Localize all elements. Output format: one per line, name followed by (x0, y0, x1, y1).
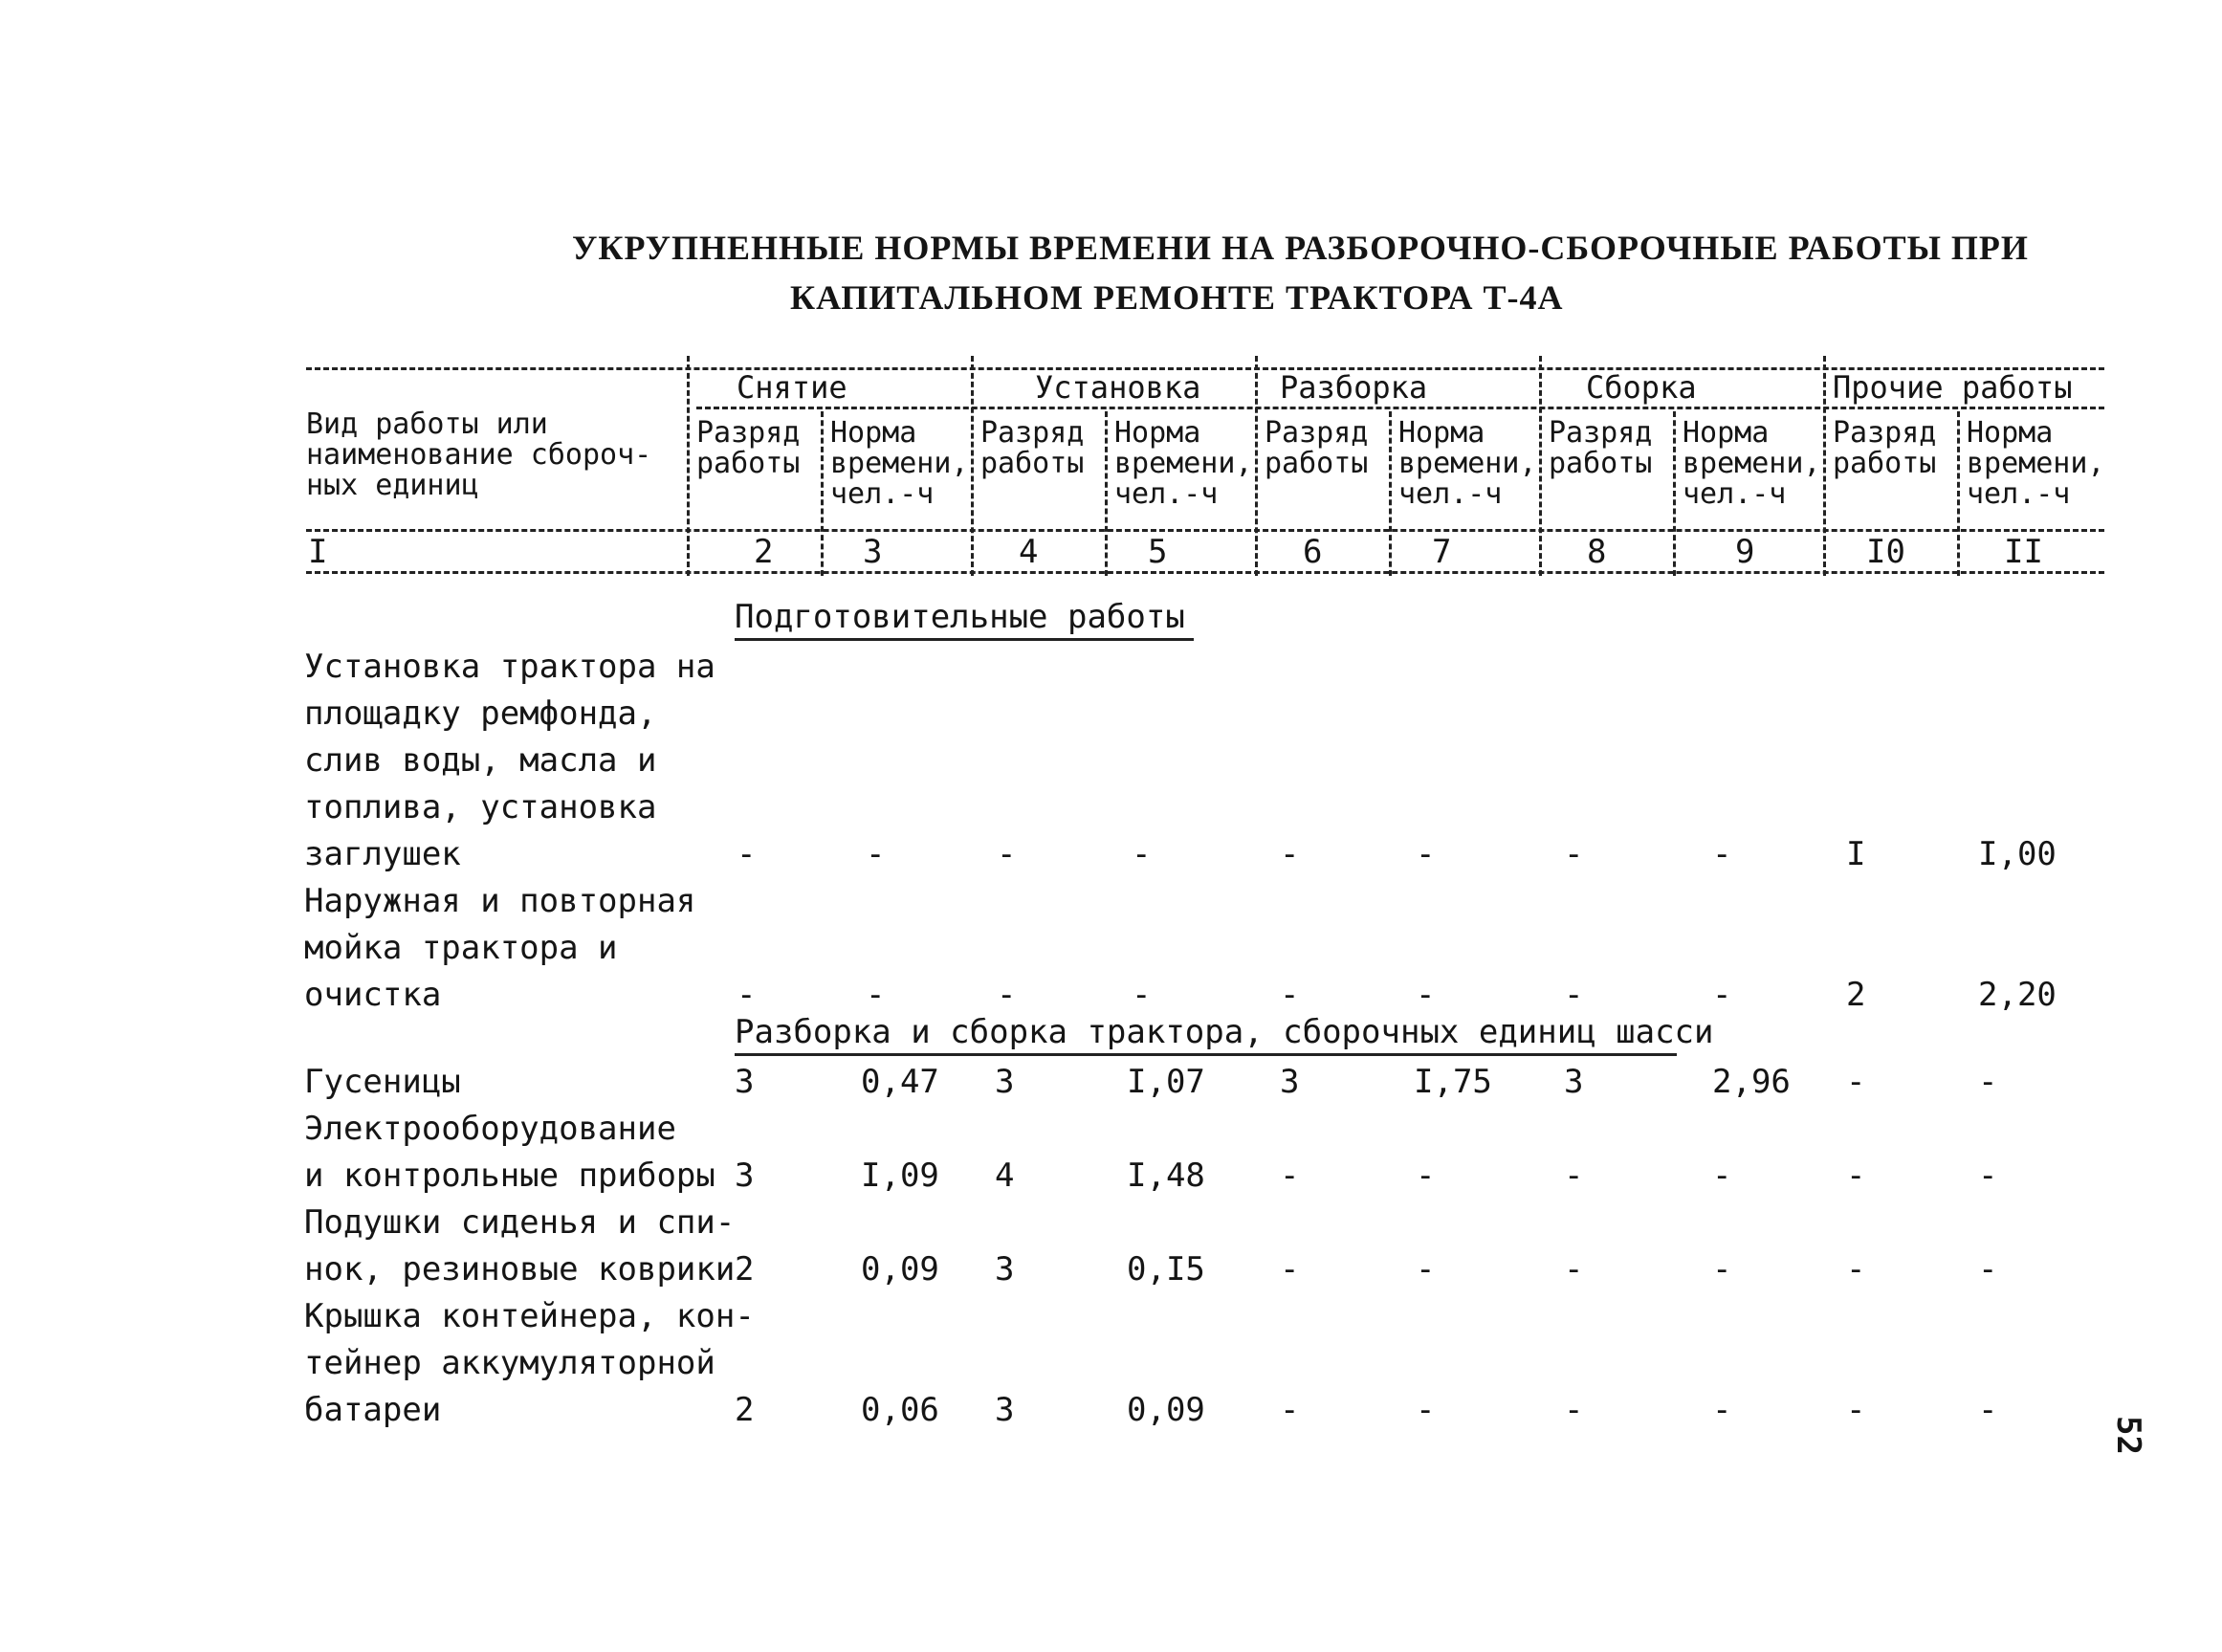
subheader-line: Разряд (1265, 416, 1369, 450)
table-cell: - (1978, 1391, 1998, 1429)
table-cell: I (1846, 835, 1866, 873)
table-cell: - (1978, 1250, 1998, 1289)
group-header-prochie: Прочие работы (1833, 369, 2073, 406)
col1-header-line: наименование сбороч- (306, 438, 652, 472)
row-name-line: Крышка контейнера, кон- (304, 1297, 755, 1335)
table-cell: 2 (1846, 976, 1866, 1014)
subheader-razryad (980, 418, 1084, 479)
row-name-line: топлива, установка (304, 788, 657, 826)
subheader-line: времени, (1398, 447, 1537, 480)
table-cell: - (1416, 1250, 1436, 1289)
subheader-line: времени, (830, 447, 969, 480)
sub-col-sep (1389, 411, 1392, 576)
row-name-line: заглушек (304, 835, 461, 873)
row-name-line: слив воды, масла и (304, 741, 657, 780)
table-cell: - (1978, 1063, 1998, 1101)
col-number: 5 (1148, 533, 1168, 571)
table-row-name (304, 644, 715, 878)
table-cell: - (1280, 1156, 1300, 1195)
table-cell: - (997, 835, 1017, 873)
col-sep (971, 356, 974, 576)
row-name-line: Подушки сиденья и спи- (304, 1203, 736, 1242)
table-cell: - (1712, 1156, 1732, 1195)
col-sep (1255, 356, 1258, 576)
subheader-norma (1683, 418, 1821, 510)
table-cell: - (1280, 976, 1300, 1014)
header-mid-rule (306, 529, 2104, 532)
subheader-norma (1114, 418, 1253, 510)
table-cell: - (1978, 1156, 1998, 1195)
col-number: 2 (754, 533, 774, 571)
table-cell: 3 (1280, 1063, 1300, 1101)
sub-col-sep (1105, 411, 1108, 576)
subheader-line: работы (1265, 447, 1369, 480)
table-cell: - (1712, 976, 1732, 1014)
subheader-norma (1967, 418, 2105, 510)
table-cell: - (1416, 835, 1436, 873)
table-row-name (304, 1059, 461, 1106)
table-cell: 2 (735, 1250, 755, 1289)
subheader-razryad (696, 418, 800, 479)
table-cell: - (866, 976, 886, 1014)
row-name-line: мойка трактора и (304, 929, 618, 967)
group-header-snyatie: Снятие (737, 369, 847, 406)
subheader-line: времени, (1114, 447, 1253, 480)
row-name-line: Гусеницы (304, 1063, 461, 1101)
group-header-razborka: Разборка (1280, 369, 1428, 406)
sub-col-sep (821, 411, 824, 576)
subheader-line: работы (980, 447, 1085, 480)
table-cell: - (1712, 835, 1732, 873)
table-cell: 3 (1564, 1063, 1584, 1101)
subheader-line: Норма (1114, 416, 1201, 450)
table-cell: - (1846, 1156, 1866, 1195)
table-cell: 3 (995, 1250, 1015, 1289)
table-cell: 2,20 (1978, 976, 2057, 1014)
col1-header-line: ных единиц (306, 469, 479, 502)
subheader-line: Норма (830, 416, 917, 450)
subheader-line: чел.-ч (830, 477, 935, 511)
table-cell: I,75 (1414, 1063, 1492, 1101)
row-name-line: и контрольные приборы (304, 1156, 715, 1195)
subheader-line: Разряд (1549, 416, 1653, 450)
sub-col-sep (1957, 411, 1960, 576)
row-name-line: Установка трактора на (304, 648, 715, 686)
subheader-line: времени, (1967, 447, 2105, 480)
table-row-name (304, 878, 695, 1019)
table-row-name (304, 1293, 755, 1434)
col-number: I (308, 533, 328, 571)
page-number: 52 (2109, 1416, 2147, 1455)
row-name-line: батареи (304, 1391, 442, 1429)
subheader-line: Норма (1683, 416, 1770, 450)
table-cell: - (1132, 835, 1152, 873)
table-cell: I,00 (1978, 835, 2057, 873)
subheader-razryad (1833, 418, 1936, 479)
header-bottom-rule (306, 571, 2104, 574)
col-sep (687, 356, 690, 576)
table-cell: - (1416, 1391, 1436, 1429)
row-name-line: очистка (304, 976, 442, 1014)
doc-title-line2: КАПИТАЛЬНОМ РЕМОНТЕ ТРАКТОРА Т-4А (790, 278, 1564, 317)
table-cell: - (997, 976, 1017, 1014)
table-cell: 3 (995, 1063, 1015, 1101)
group-header-ustanovka: Установка (1035, 369, 1201, 406)
table-cell: - (1846, 1391, 1866, 1429)
col-sep (1539, 356, 1542, 576)
col-number: 8 (1587, 533, 1607, 571)
table-cell: - (1280, 835, 1300, 873)
subheader-line: Норма (1398, 416, 1485, 450)
table-cell: I,07 (1127, 1063, 1205, 1101)
col-number: 6 (1303, 533, 1323, 571)
subheader-line: чел.-ч (1967, 477, 2071, 511)
row-name-line: тейнер аккумуляторной (304, 1344, 715, 1382)
table-cell: - (1564, 1391, 1584, 1429)
table-cell: - (1564, 1156, 1584, 1195)
table-cell: 0,I5 (1127, 1250, 1205, 1289)
subheader-line: времени, (1683, 447, 1821, 480)
subheader-line: чел.-ч (1114, 477, 1219, 511)
row-name-line: площадку ремфонда, (304, 694, 657, 733)
table-cell: - (1564, 1250, 1584, 1289)
col1-header-line: Вид работы или (306, 407, 548, 441)
table-cell: - (1712, 1250, 1732, 1289)
subheader-line: Разряд (980, 416, 1085, 450)
table-cell: - (1132, 976, 1152, 1014)
table-row-name (304, 1106, 715, 1200)
col-number: 9 (1735, 533, 1755, 571)
section-heading-razborka: Разборка и сборка трактора, сборочных единиц шасси (735, 1013, 1714, 1051)
table-cell: 2 (735, 1391, 755, 1429)
col-number: II (2004, 533, 2043, 571)
table-cell: 2,96 (1712, 1063, 1791, 1101)
subheader-line: Разряд (1833, 416, 1937, 450)
table-cell: 4 (995, 1156, 1015, 1195)
table-cell: - (1564, 835, 1584, 873)
col-number: 7 (1432, 533, 1452, 571)
col-sep (1823, 356, 1826, 576)
table-cell: - (737, 835, 757, 873)
sub-col-sep (1673, 411, 1676, 576)
subheader-line: чел.-ч (1683, 477, 1787, 511)
section-heading-underline (735, 638, 1194, 641)
col-number: 4 (1019, 533, 1039, 571)
table-cell: - (1712, 1391, 1732, 1429)
table-cell: - (737, 976, 757, 1014)
col1-header (306, 409, 651, 501)
table-cell: - (1846, 1250, 1866, 1289)
subheader-norma (1398, 418, 1537, 510)
section-heading-prep: Подготовительные работы (735, 598, 1185, 636)
subheader-line: Разряд (696, 416, 801, 450)
table-cell: 0,06 (861, 1391, 939, 1429)
group-header-sborka: Сборка (1586, 369, 1697, 406)
header-group-rule (696, 407, 2104, 409)
subheader-line: Норма (1967, 416, 2054, 450)
table-cell: - (1416, 976, 1436, 1014)
subheader-line: работы (1833, 447, 1937, 480)
row-name-line: Наружная и повторная (304, 882, 696, 920)
subheader-norma (830, 418, 969, 510)
table-cell: 3 (735, 1156, 755, 1195)
table-row-name (304, 1200, 735, 1293)
section-heading-underline (735, 1053, 1677, 1056)
table-cell: I,48 (1127, 1156, 1205, 1195)
table-cell: - (1564, 976, 1584, 1014)
subheader-line: чел.-ч (1398, 477, 1503, 511)
table-cell: 3 (995, 1391, 1015, 1429)
table-cell: - (1416, 1156, 1436, 1195)
table-cell: - (1846, 1063, 1866, 1101)
table-cell: 0,47 (861, 1063, 939, 1101)
table-cell: - (1280, 1391, 1300, 1429)
col-number: 3 (863, 533, 883, 571)
table-cell: 3 (735, 1063, 755, 1101)
table-cell: I,09 (861, 1156, 939, 1195)
table-cell: - (1280, 1250, 1300, 1289)
table-cell: 0,09 (1127, 1391, 1205, 1429)
subheader-razryad (1265, 418, 1368, 479)
subheader-razryad (1549, 418, 1652, 479)
subheader-line: работы (696, 447, 801, 480)
doc-title-line1: УКРУПНЕННЫЕ НОРМЫ ВРЕМЕНИ НА РАЗБОРОЧНО-СБОРОЧНЫЕ РАБОТЫ ПРИ (572, 229, 2029, 267)
row-name-line: Электрооборудование (304, 1110, 676, 1148)
table-cell: 0,09 (861, 1250, 939, 1289)
col-number: I0 (1866, 533, 1905, 571)
subheader-line: работы (1549, 447, 1653, 480)
table-cell: - (866, 835, 886, 873)
row-name-line: нок, резиновые коврики (304, 1250, 736, 1289)
